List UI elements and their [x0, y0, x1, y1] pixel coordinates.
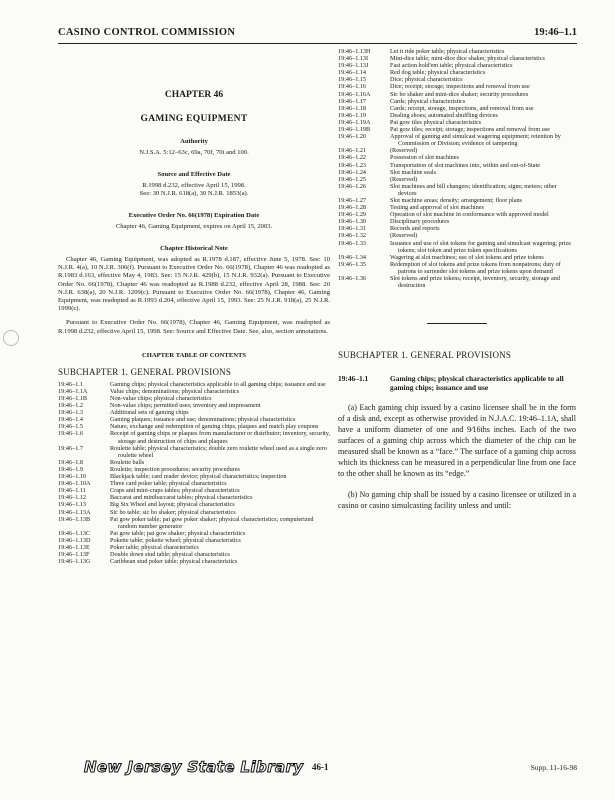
- history-paragraph-1: Chapter 46, Gaming Equipment, was adopted as R.1978 d.187, effective June 5, 1978. See: 10 N.J.R. 4(a), 10 N.J.R. 306(f). Pursuant to Executive Order No. 66(1978), Chapter 46 was readopted as R.1983 d.163, effective May 4, 1983. See: 15 N.J.R. 429(b), 15 N.J.R. 932(a). Pursuant to Executive Order No. 66(1978), Chapter 46 was readopted as R.1988 d.232, effective April 28, 1988. See: 20 N.J.R. 638(a), 20 N.J.R. 1209(c). Pursuant to Executive Order No. 66(1978), Chapter 46, Gaming Equipment, was readopted as R.1993 d.204, effective April 15, 1993. See: 25 N.J.R. 918(a), 25 N.J.R. 1999(c).: [58, 256, 330, 313]
- toc-entry: [338, 76, 576, 83]
- source-heading: Source and Effective Date: [157, 171, 231, 178]
- toc-entry: [58, 459, 330, 466]
- toc-entry: [58, 537, 330, 544]
- toc-entry: [338, 261, 576, 275]
- toc-entry-title: Value chips; denominations; physical characteristics: [110, 387, 240, 395]
- toc-entry-title: Three card poker table; physical characteristics: [110, 480, 227, 488]
- toc-entry: [58, 558, 330, 565]
- toc-entry: [58, 473, 330, 480]
- toc-entry: [58, 501, 330, 508]
- toc-entry: [338, 162, 576, 169]
- toc-entry-number: 19:46–1.13I: [338, 55, 369, 63]
- toc-entry: [58, 409, 330, 416]
- history-paragraph-2: Pursuant to Executive Order No. 66(1978), Chapter 46, Gaming Equipment, was readopted as R.1998 d.232, effective April 15, 1998. See: Source and Effective Date. See, also, section annotations.: [58, 319, 330, 335]
- toc-entry-title: Pai gow tiles; receipt; storage; inspections and removal from use: [390, 126, 550, 134]
- toc-entry-title: Operation of slot machine in conformance with approved model: [390, 211, 549, 219]
- toc-entry: [58, 494, 330, 501]
- toc-entry-number: 19:46–1.13B: [58, 515, 91, 523]
- toc-entry: [338, 240, 576, 254]
- toc-entry-title: Testing and approval of slot machines: [390, 204, 484, 212]
- toc-entry: [338, 147, 576, 154]
- toc-entry-number: 19:46–1.13D: [58, 536, 91, 544]
- toc-entry-number: 19:46–1.29: [338, 211, 367, 219]
- authority-heading: Authority: [180, 138, 208, 145]
- toc-entry-title: Redemption of slot tokens and prize tokens from nonpatrons; duty of patrons to surrender slot tokens and prize tokens upon demand: [390, 260, 561, 275]
- toc-entry-title: Nature, exchange and redemption of gaming chips, plaques and match play coupons: [110, 423, 319, 431]
- toc-entry-title: Fast action hold'em table; physical characteristics: [390, 62, 513, 70]
- toc-entry: [338, 218, 576, 225]
- toc-entry-number: 19:46–1.12: [58, 494, 87, 502]
- section-title: Gaming chips; physical characteristics applicable to all gaming chips; issuance and use: [390, 374, 564, 393]
- toc-subchapter-heading: SUBCHAPTER 1. GENERAL PROVISIONS: [58, 366, 232, 377]
- toc-entry-number: 19:46–1.22: [338, 154, 367, 162]
- toc-entry-number: 19:46–1.2: [58, 402, 83, 410]
- toc-entry-title: Roulette; inspection procedures; security procedures: [110, 465, 240, 473]
- toc-entry: [58, 530, 330, 537]
- toc-entry: [338, 176, 576, 183]
- toc-entry-number: 19:46–1.20: [338, 133, 367, 141]
- toc-entry-number: 19:46–1.28: [338, 204, 367, 212]
- toc-entry-title: Records and reports: [390, 225, 440, 233]
- toc-entry-title: Sic bo shaker and mini-dice shaker; security procedures: [390, 90, 529, 98]
- toc-list-right: [338, 48, 576, 289]
- authority-text: N.J.S.A. 5:12–63c, 69a, 70f, 70i and 100.: [139, 149, 249, 156]
- running-header: [58, 27, 577, 44]
- toc-entry-number: 19:46–1.17: [338, 97, 367, 105]
- toc-entry-number: 19:46–1.18: [338, 104, 367, 112]
- section-heading: [338, 374, 576, 392]
- toc-entry: [58, 381, 330, 388]
- toc-entry-title: Pokette table; pokette wheel; physical characteristics: [110, 536, 241, 544]
- toc-entry-number: 19:46–1.6: [58, 430, 83, 438]
- toc-entry-number: 19:46–1.13G: [58, 558, 91, 566]
- toc-entry-number: 19:46–1.1A: [58, 387, 88, 395]
- paragraph-a: (a) Each gaming chip issued by a casino licensee shall be in the form of a disk and, except as otherwise provided in N.J.A.C. 19:46–1.1A, shall have a uniform diameter of one and 9⁄16ths inches. Each of the two surfaces of a gaming chip across which the diameter of the chip can be measured shall be known as a “face.” The surface of a gaming chip across which its thickness can be measured in a perpendicular line from one face to the other shall be known as its “edge.”: [338, 403, 576, 479]
- toc-entry-title: Issuance and use of slot tokens for gaming and simulcast wagering; prize tokens; slot token and prize token specifications: [390, 239, 571, 254]
- toc-entry-title: Big Six Wheel and layout; physical characteristics: [110, 501, 235, 509]
- source-line-1: R.1998 d.232, effective April 15, 1998.: [142, 182, 246, 189]
- toc-entry-title: (Reserved): [390, 232, 418, 240]
- page-footer: [84, 758, 577, 778]
- toc-entry-number: 19:46–1.1: [58, 380, 83, 388]
- toc-entry-number: 19:46–1.19B: [338, 126, 371, 134]
- toc-entry: [58, 480, 330, 487]
- toc-entry: [338, 275, 576, 289]
- header-agency: CASINO CONTROL COMMISSION: [58, 27, 236, 38]
- toc-entry: [58, 509, 330, 516]
- toc-entry-title: Receipt of gaming chips or plaques from manufacturer or distributor; inventory, security, storage and destruction of chips and plaques: [110, 430, 330, 445]
- toc-entry-number: 19:46–1.25: [338, 175, 367, 183]
- toc-entry-number: 19:46–1.32: [338, 232, 367, 240]
- toc-entry-title: Slot machines and bill changers; identification; signs; meters; other devices: [390, 182, 557, 197]
- toc-entry: [338, 69, 576, 76]
- toc-entry-title: Slot tokens and prize tokens; receipt, inventory, security, storage and destruction: [390, 275, 560, 290]
- toc-entry-title: Transportation of slot machines into, within and out-of-State: [390, 161, 540, 169]
- toc-entry-number: 19:46–1.23: [338, 161, 367, 169]
- toc-entry-number: 19:46–1.13E: [58, 543, 90, 551]
- toc-entry-number: 19:46–1.13J: [338, 62, 369, 70]
- toc-entry-title: (Reserved): [390, 175, 418, 183]
- toc-entry-number: 19:46–1.30: [338, 218, 367, 226]
- toc-entry: [338, 225, 576, 232]
- toc-entry: [338, 105, 576, 112]
- toc-entry-title: Gaming plaques; issuance and use; denominations; physical characteristics: [110, 416, 296, 424]
- toc-entry-title: Pai gow poker table; pai gow poker shaker; physical characteristics; computerized random number generator: [110, 515, 314, 530]
- toc-entry: [338, 55, 576, 62]
- paragraph-b: (b) No gaming chip shall be issued by a casino licensee or utilized in a casino or casino simulcasting facility unless and until:: [338, 490, 576, 511]
- toc-entry: [58, 487, 330, 494]
- toc-entry-title: Dealing shoes; automated shuffling devices: [390, 111, 498, 119]
- toc-entry: [58, 388, 330, 395]
- toc-entry-title: Mini-dice table; mini-dice dice shaker, physical characteristics: [390, 55, 545, 63]
- toc-entry: [338, 204, 576, 211]
- toc-entry-title: Roulette table; physical characteristics; double zero roulette wheel used as a single zero roulette wheel: [110, 444, 327, 459]
- toc-entry-title: Approval of gaming and simulcast wagering equipment; retention by Commission or Division; evidence of tampering: [390, 133, 561, 148]
- toc-entry-number: 19:46–1.21: [338, 147, 367, 155]
- toc-entry-title: Wagering at slot machines; use of slot tokens and prize tokens: [390, 253, 544, 261]
- toc-entry-number: 19:46–1.19: [338, 111, 367, 119]
- toc-entry-title: Sic bo table; sic bo shaker; physical characteristics: [110, 508, 236, 516]
- toc-entry: [58, 516, 330, 530]
- toc-entry-number: 19:46–1.36: [338, 275, 367, 282]
- toc-entry: [58, 430, 330, 444]
- toc-entry-title: Cards; physical characteristics: [390, 97, 466, 105]
- toc-entry-title: Additional sets of gaming chips: [110, 409, 189, 417]
- library-stamp: New Jersey State Library: [84, 758, 304, 776]
- toc-entry: [338, 83, 576, 90]
- punch-hole-mark: [3, 330, 19, 346]
- toc-entry-title: (Reserved): [390, 147, 418, 155]
- history-heading: Chapter Historical Note: [160, 245, 228, 252]
- left-column: [58, 48, 330, 565]
- chapter-label: CHAPTER 46: [164, 90, 224, 100]
- toc-entry: [58, 423, 330, 430]
- toc-entry-title: Blackjack table; card reader device; physical characteristics; inspection: [110, 473, 287, 481]
- toc-entry-number: 19:46–1.8: [58, 458, 83, 466]
- subchapter-heading: SUBCHAPTER 1. GENERAL PROVISIONS: [338, 350, 512, 361]
- toc-entry: [338, 254, 576, 261]
- toc-entry-number: 19:46–1.35: [338, 260, 367, 268]
- toc-entry: [338, 197, 576, 204]
- page-number: 46-1: [312, 762, 329, 772]
- toc-entry-title: Slot machine areas; density; arrangement; floor plans: [390, 196, 522, 204]
- toc-entry-number: 19:46–1.34: [338, 253, 367, 261]
- toc-entry-title: Non-value chips; permitted uses; inventory and impressment: [110, 402, 261, 410]
- toc-entry-number: 19:46–1.4: [58, 416, 83, 424]
- toc-entry: [338, 183, 576, 197]
- toc-entry-title: Double down stud table; physical characteristics: [110, 551, 230, 559]
- right-column: [338, 48, 576, 511]
- toc-entry-title: Caribbean stud poker table; physical characteristics: [110, 558, 238, 566]
- toc-entry-number: 19:46–1.33: [338, 239, 367, 247]
- toc-heading: CHAPTER TABLE OF CONTENTS: [141, 351, 247, 359]
- toc-entry: [338, 119, 576, 126]
- toc-entry-title: Craps and mini-craps tables; physical characteristics: [110, 487, 240, 495]
- toc-entry-title: Non-value chips; physical characteristics: [110, 395, 212, 403]
- toc-entry-number: 19:46–1.16: [338, 83, 367, 91]
- toc-entry: [58, 466, 330, 473]
- toc-entry-number: 19:46–1.27: [338, 196, 367, 204]
- exec-order-text: Chapter 46, Gaming Equipment, expires on April 15, 2003.: [115, 223, 273, 230]
- toc-entry-title: Pai gow table; pai gow shaker; physical characteristics: [110, 529, 246, 537]
- toc-entry-number: 19:46–1.11: [58, 487, 86, 495]
- toc-entry-number: 19:46–1.7: [58, 444, 83, 452]
- toc-entry: [338, 169, 576, 176]
- toc-entry: [58, 544, 330, 551]
- toc-entry-number: 19:46–1.10: [58, 473, 87, 481]
- header-section: 19:46–1.1: [534, 27, 577, 38]
- toc-entry-number: 19:46–1.9: [58, 465, 83, 473]
- toc-entry: [338, 126, 576, 133]
- toc-list-left: [58, 381, 330, 565]
- supplement-date: Supp. 11-16-98: [530, 763, 577, 772]
- toc-entry: [338, 98, 576, 105]
- toc-entry: [338, 211, 576, 218]
- toc-entry-title: Poker table; physical characteristics: [110, 543, 199, 551]
- source-line-2: See: 30 N.J.R. 618(a), 30 N.J.R. 1853(a).: [139, 190, 249, 197]
- toc-entry-number: 19:46–1.13F: [58, 551, 90, 559]
- toc-entry-number: 19:46–1.13: [58, 501, 87, 509]
- section-number: 19:46–1.1: [338, 374, 369, 384]
- toc-entry: [338, 232, 576, 239]
- toc-entry-number: 19:46–1.1B: [58, 395, 88, 403]
- toc-entry-number: 19:46–1.24: [338, 168, 367, 176]
- toc-entry-title: Possession of slot machines: [390, 154, 459, 162]
- toc-entry-number: 19:46–1.5: [58, 423, 83, 431]
- toc-entry-title: Slot machine seals: [390, 168, 437, 176]
- toc-entry: [58, 402, 330, 409]
- toc-entry-number: 19:46–1.3: [58, 409, 83, 417]
- toc-entry-title: Let it ride poker table; physical characteristics: [390, 48, 505, 55]
- toc-entry-number: 19:46–1.13H: [338, 48, 371, 55]
- toc-entry-number: 19:46–1.19A: [338, 118, 371, 126]
- toc-entry: [58, 416, 330, 423]
- toc-entry: [338, 91, 576, 98]
- section-divider: [427, 323, 487, 324]
- toc-entry: [58, 551, 330, 558]
- toc-entry-title: Disciplinary procedures: [390, 218, 450, 226]
- toc-entry-title: Red dog table; physical characteristics: [390, 69, 486, 77]
- toc-entry-number: 19:46–1.10A: [58, 480, 91, 488]
- toc-entry-number: 19:46–1.13A: [58, 508, 91, 516]
- toc-entry: [338, 48, 576, 55]
- toc-entry-number: 19:46–1.14: [338, 69, 367, 77]
- toc-entry: [338, 154, 576, 161]
- toc-entry-number: 19:46–1.31: [338, 225, 367, 233]
- toc-entry-title: Pai gow tiles physical characteristics: [390, 118, 482, 126]
- toc-entry: [58, 445, 330, 459]
- chapter-title: GAMING EQUIPMENT: [140, 114, 248, 124]
- toc-entry-title: Dice; receipt; storage; inspections and removal from use: [390, 83, 530, 91]
- toc-entry: [58, 395, 330, 402]
- toc-entry-number: 19:46–1.16A: [338, 90, 371, 98]
- toc-entry-title: Gaming chips; physical characteristics applicable to all gaming chips; issuance and use: [110, 380, 326, 388]
- toc-entry-title: Roulette balls: [110, 458, 145, 466]
- toc-entry: [338, 133, 576, 147]
- toc-entry-number: 19:46–1.13C: [58, 529, 91, 537]
- toc-entry-number: 19:46–1.26: [338, 182, 367, 190]
- toc-entry: [338, 62, 576, 69]
- toc-entry-title: Dice; physical characteristics: [390, 76, 463, 84]
- exec-order-heading: Executive Order No. 66(1978) Expiration Date: [128, 212, 260, 219]
- toc-entry-title: Baccarat and minibaccarat tables; physical characteristics: [110, 494, 253, 502]
- toc-entry-number: 19:46–1.15: [338, 76, 367, 84]
- toc-entry: [338, 112, 576, 119]
- toc-entry-title: Cards; receipt, storage, inspections, and removal from use: [390, 104, 534, 112]
